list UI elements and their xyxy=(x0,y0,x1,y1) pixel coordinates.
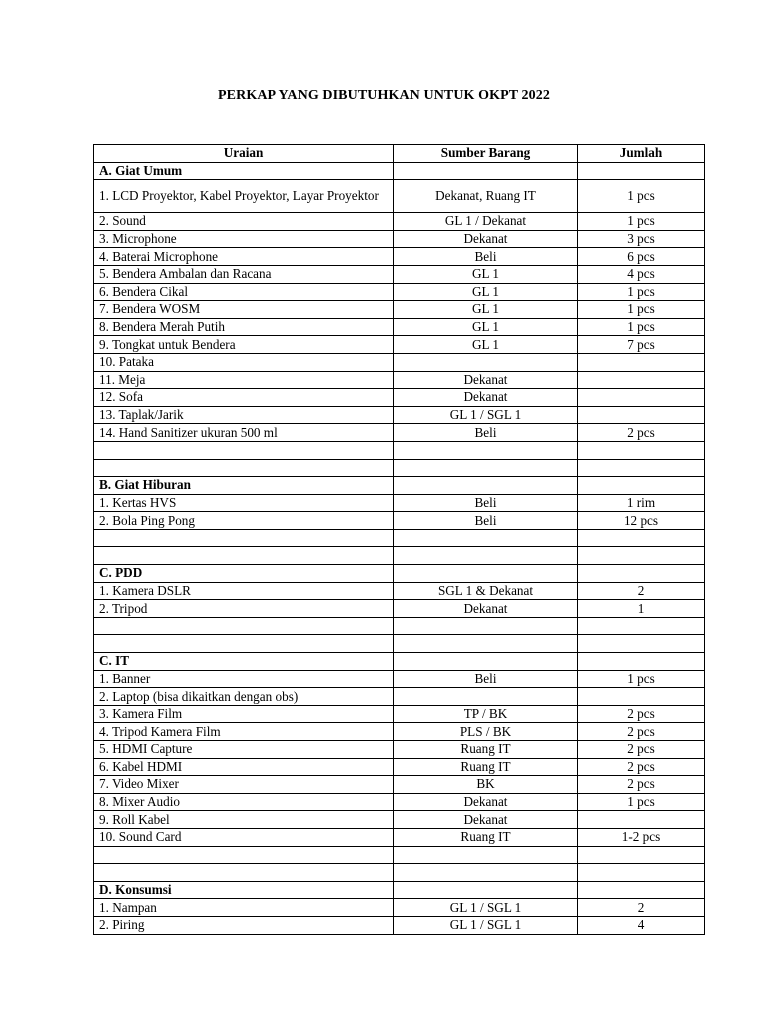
cell-jumlah: 4 pcs xyxy=(578,265,705,283)
cell-uraian: A. Giat Umum xyxy=(94,162,394,180)
table-row xyxy=(94,213,705,231)
cell-sumber-barang xyxy=(394,547,578,565)
cell-jumlah xyxy=(578,881,705,899)
cell-uraian: 2. Piring xyxy=(94,916,394,934)
table-row xyxy=(94,265,705,283)
table-row xyxy=(94,793,705,811)
cell-sumber-barang: PLS / BK xyxy=(394,723,578,741)
table-row xyxy=(94,899,705,917)
table-row xyxy=(94,353,705,371)
cell-jumlah: 2 xyxy=(578,582,705,600)
cell-uraian: 1. Nampan xyxy=(94,899,394,917)
cell-uraian: 2. Laptop (bisa dikaitkan dengan obs) xyxy=(94,688,394,706)
cell-jumlah: 1 pcs xyxy=(578,670,705,688)
cell-jumlah xyxy=(578,406,705,424)
column-header-jumlah: Jumlah xyxy=(578,145,705,163)
cell-sumber-barang: GL 1 xyxy=(394,265,578,283)
cell-uraian xyxy=(94,547,394,565)
cell-jumlah: 1 pcs xyxy=(578,283,705,301)
cell-sumber-barang xyxy=(394,353,578,371)
cell-jumlah: 1 pcs xyxy=(578,180,705,213)
table-body xyxy=(94,162,705,934)
cell-uraian xyxy=(94,635,394,653)
table-row xyxy=(94,180,705,213)
cell-sumber-barang xyxy=(394,617,578,635)
cell-sumber-barang: GL 1 / SGL 1 xyxy=(394,899,578,917)
cell-uraian: 12. Sofa xyxy=(94,389,394,407)
cell-jumlah xyxy=(578,635,705,653)
cell-sumber-barang xyxy=(394,441,578,459)
table-row xyxy=(94,723,705,741)
table-row xyxy=(94,283,705,301)
column-header-sumber-barang: Sumber Barang xyxy=(394,145,578,163)
column-header-uraian: Uraian xyxy=(94,145,394,163)
cell-jumlah xyxy=(578,162,705,180)
section-header-row xyxy=(94,162,705,180)
cell-uraian: 1. Kertas HVS xyxy=(94,494,394,512)
cell-sumber-barang: GL 1 xyxy=(394,301,578,319)
table-row xyxy=(94,688,705,706)
table-header-row xyxy=(94,145,705,163)
cell-sumber-barang: GL 1 / Dekanat xyxy=(394,213,578,231)
cell-sumber-barang: Dekanat, Ruang IT xyxy=(394,180,578,213)
table-row xyxy=(94,248,705,266)
cell-uraian: C. IT xyxy=(94,653,394,671)
cell-uraian: 11. Meja xyxy=(94,371,394,389)
cell-uraian xyxy=(94,459,394,477)
cell-jumlah: 2 pcs xyxy=(578,424,705,442)
cell-jumlah: 1 pcs xyxy=(578,213,705,231)
cell-jumlah xyxy=(578,371,705,389)
table-row xyxy=(94,406,705,424)
cell-sumber-barang: Beli xyxy=(394,512,578,530)
cell-jumlah: 1 rim xyxy=(578,494,705,512)
cell-jumlah: 2 pcs xyxy=(578,758,705,776)
cell-uraian: 2. Tripod xyxy=(94,600,394,618)
cell-sumber-barang: Beli xyxy=(394,670,578,688)
section-header-row xyxy=(94,477,705,495)
cell-uraian: 6. Bendera Cikal xyxy=(94,283,394,301)
cell-sumber-barang: Dekanat xyxy=(394,230,578,248)
cell-sumber-barang xyxy=(394,529,578,547)
table-row xyxy=(94,371,705,389)
cell-jumlah: 4 xyxy=(578,916,705,934)
cell-sumber-barang xyxy=(394,846,578,864)
cell-jumlah: 3 pcs xyxy=(578,230,705,248)
cell-uraian: 2. Bola Ping Pong xyxy=(94,512,394,530)
table-row xyxy=(94,512,705,530)
table-row xyxy=(94,705,705,723)
cell-sumber-barang xyxy=(394,653,578,671)
table-row xyxy=(94,389,705,407)
cell-uraian xyxy=(94,846,394,864)
cell-jumlah: 1 pcs xyxy=(578,793,705,811)
cell-sumber-barang: Beli xyxy=(394,424,578,442)
table-row xyxy=(94,741,705,759)
cell-sumber-barang: Beli xyxy=(394,494,578,512)
cell-jumlah xyxy=(578,864,705,882)
cell-uraian: 3. Kamera Film xyxy=(94,705,394,723)
cell-sumber-barang: Ruang IT xyxy=(394,828,578,846)
cell-sumber-barang xyxy=(394,459,578,477)
cell-jumlah: 2 xyxy=(578,899,705,917)
blank-row xyxy=(94,529,705,547)
cell-jumlah xyxy=(578,547,705,565)
cell-uraian: 1. Kamera DSLR xyxy=(94,582,394,600)
blank-row xyxy=(94,846,705,864)
cell-uraian: C. PDD xyxy=(94,565,394,583)
cell-sumber-barang: Dekanat xyxy=(394,811,578,829)
cell-sumber-barang: GL 1 / SGL 1 xyxy=(394,406,578,424)
cell-sumber-barang: Dekanat xyxy=(394,793,578,811)
table-row xyxy=(94,776,705,794)
blank-row xyxy=(94,635,705,653)
cell-jumlah: 1-2 pcs xyxy=(578,828,705,846)
cell-sumber-barang: BK xyxy=(394,776,578,794)
cell-jumlah xyxy=(578,353,705,371)
cell-uraian: 9. Tongkat untuk Bendera xyxy=(94,336,394,354)
section-header-row xyxy=(94,653,705,671)
equipment-table xyxy=(93,144,705,935)
cell-sumber-barang: GL 1 xyxy=(394,283,578,301)
table-row xyxy=(94,582,705,600)
cell-sumber-barang xyxy=(394,688,578,706)
blank-row xyxy=(94,459,705,477)
cell-jumlah xyxy=(578,811,705,829)
cell-uraian: D. Konsumsi xyxy=(94,881,394,899)
document-title: PERKAP YANG DIBUTUHKAN UNTUK OKPT 2022 xyxy=(218,88,550,103)
cell-sumber-barang: Dekanat xyxy=(394,389,578,407)
cell-jumlah xyxy=(578,688,705,706)
cell-jumlah: 2 pcs xyxy=(578,741,705,759)
cell-jumlah xyxy=(578,459,705,477)
cell-sumber-barang: Ruang IT xyxy=(394,758,578,776)
cell-uraian: 5. HDMI Capture xyxy=(94,741,394,759)
cell-uraian: 2. Sound xyxy=(94,213,394,231)
cell-uraian: 7. Bendera WOSM xyxy=(94,301,394,319)
blank-row xyxy=(94,547,705,565)
cell-uraian: 10. Sound Card xyxy=(94,828,394,846)
cell-uraian: 8. Mixer Audio xyxy=(94,793,394,811)
cell-jumlah: 7 pcs xyxy=(578,336,705,354)
blank-row xyxy=(94,864,705,882)
cell-uraian xyxy=(94,529,394,547)
table-row xyxy=(94,301,705,319)
cell-jumlah xyxy=(578,441,705,459)
table-row xyxy=(94,424,705,442)
table-row xyxy=(94,828,705,846)
cell-sumber-barang: GL 1 / SGL 1 xyxy=(394,916,578,934)
cell-sumber-barang: Ruang IT xyxy=(394,741,578,759)
cell-uraian: 7. Video Mixer xyxy=(94,776,394,794)
cell-jumlah: 6 pcs xyxy=(578,248,705,266)
cell-uraian: 4. Baterai Microphone xyxy=(94,248,394,266)
blank-row xyxy=(94,617,705,635)
cell-uraian: 9. Roll Kabel xyxy=(94,811,394,829)
section-header-row xyxy=(94,881,705,899)
cell-sumber-barang xyxy=(394,477,578,495)
cell-sumber-barang: SGL 1 & Dekanat xyxy=(394,582,578,600)
cell-sumber-barang xyxy=(394,635,578,653)
cell-jumlah xyxy=(578,617,705,635)
table-row xyxy=(94,336,705,354)
cell-uraian: 13. Taplak/Jarik xyxy=(94,406,394,424)
cell-sumber-barang: TP / BK xyxy=(394,705,578,723)
cell-uraian: B. Giat Hiburan xyxy=(94,477,394,495)
table-row xyxy=(94,318,705,336)
cell-uraian: 4. Tripod Kamera Film xyxy=(94,723,394,741)
cell-uraian: 10. Pataka xyxy=(94,353,394,371)
cell-sumber-barang xyxy=(394,565,578,583)
cell-jumlah xyxy=(578,846,705,864)
cell-jumlah xyxy=(578,389,705,407)
cell-sumber-barang: GL 1 xyxy=(394,318,578,336)
cell-jumlah: 1 xyxy=(578,600,705,618)
cell-sumber-barang: Beli xyxy=(394,248,578,266)
cell-uraian: 1. Banner xyxy=(94,670,394,688)
cell-uraian: 3. Microphone xyxy=(94,230,394,248)
cell-uraian: 8. Bendera Merah Putih xyxy=(94,318,394,336)
cell-uraian: 6. Kabel HDMI xyxy=(94,758,394,776)
cell-uraian xyxy=(94,864,394,882)
cell-jumlah xyxy=(578,565,705,583)
cell-jumlah: 1 pcs xyxy=(578,318,705,336)
cell-jumlah: 2 pcs xyxy=(578,705,705,723)
table-row xyxy=(94,600,705,618)
blank-row xyxy=(94,441,705,459)
cell-sumber-barang: Dekanat xyxy=(394,371,578,389)
cell-jumlah xyxy=(578,653,705,671)
cell-jumlah: 12 pcs xyxy=(578,512,705,530)
cell-jumlah xyxy=(578,529,705,547)
cell-uraian: 1. LCD Proyektor, Kabel Proyektor, Layar Proyektor xyxy=(94,180,394,213)
cell-sumber-barang: Dekanat xyxy=(394,600,578,618)
cell-sumber-barang xyxy=(394,864,578,882)
cell-sumber-barang: GL 1 xyxy=(394,336,578,354)
table-row xyxy=(94,916,705,934)
cell-uraian: 14. Hand Sanitizer ukuran 500 ml xyxy=(94,424,394,442)
table-row xyxy=(94,811,705,829)
cell-uraian xyxy=(94,617,394,635)
cell-jumlah xyxy=(578,477,705,495)
table-row xyxy=(94,670,705,688)
cell-jumlah: 2 pcs xyxy=(578,776,705,794)
table-row xyxy=(94,494,705,512)
section-header-row xyxy=(94,565,705,583)
cell-jumlah: 2 pcs xyxy=(578,723,705,741)
table-row xyxy=(94,758,705,776)
cell-uraian xyxy=(94,441,394,459)
cell-jumlah: 1 pcs xyxy=(578,301,705,319)
cell-sumber-barang xyxy=(394,881,578,899)
table-row xyxy=(94,230,705,248)
cell-uraian: 5. Bendera Ambalan dan Racana xyxy=(94,265,394,283)
cell-sumber-barang xyxy=(394,162,578,180)
